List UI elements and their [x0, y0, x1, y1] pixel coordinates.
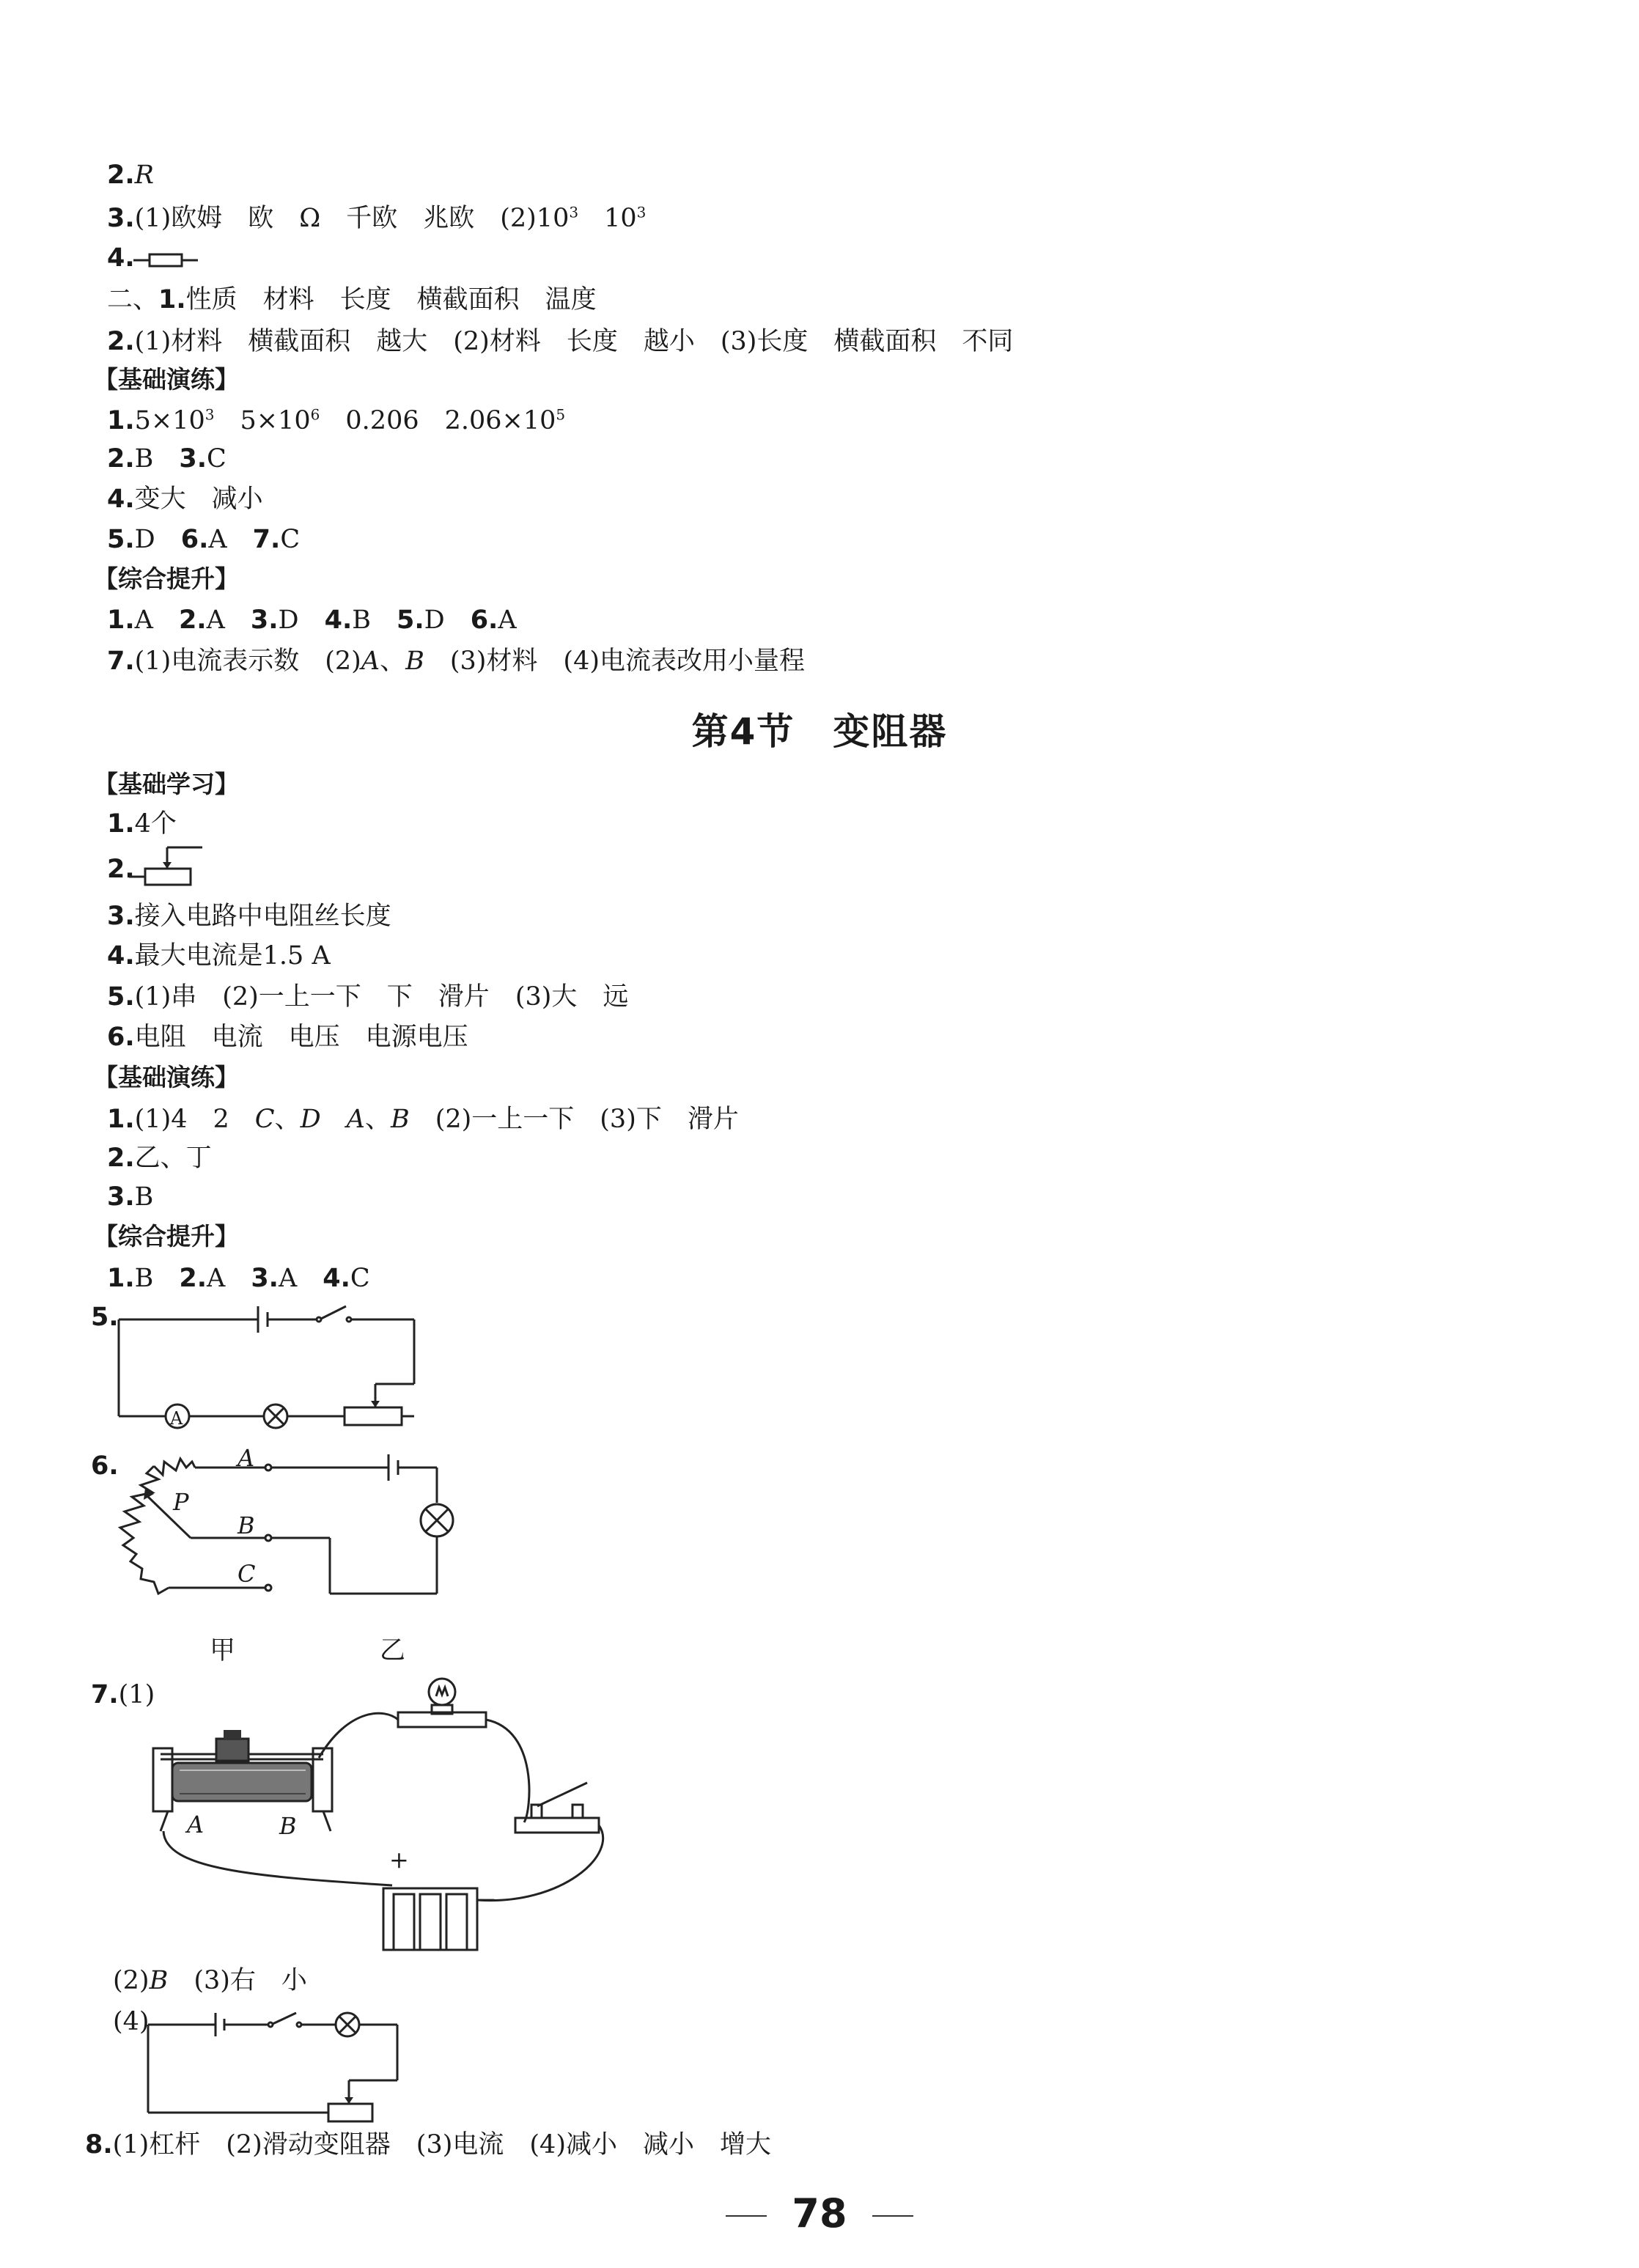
study-line-6: 6.电阻 电流 电压 电源电压	[107, 1023, 468, 1052]
svg-text:A: A	[237, 1444, 255, 1472]
drill2-line-3: 3.B	[107, 1182, 154, 1212]
heading-zonghe-tisheng: 【综合提升】	[94, 564, 239, 593]
svg-text:P: P	[173, 1488, 189, 1516]
svg-text:A: A	[187, 1811, 205, 1838]
synth2-line-5: 5.	[91, 1303, 119, 1332]
synth2-line-7-2-3: (2)B (3)右 小	[113, 1966, 307, 1995]
svg-text:+: +	[389, 1846, 409, 1874]
synth2-line-7-4: (4)	[113, 2007, 150, 2036]
page-number-dash-right	[872, 2215, 913, 2217]
synth2-line-1: 1.B 2.A 3.A 4.C	[107, 1264, 370, 1293]
study-line-2: 2.	[107, 855, 135, 884]
answer-line-er-1: 二、1.性质 材料 长度 横截面积 温度	[107, 285, 597, 314]
answer-line-3: 3.(1)欧姆 欧 Ω 千欧 兆欧 $(2)10^3$ $10^3$	[107, 203, 647, 233]
page-number-dash-left	[726, 2215, 767, 2217]
answer-line-4: 4.	[107, 243, 135, 273]
page-number-value: 78	[792, 2190, 847, 2236]
rheostat-wiring-figure-q7	[150, 1679, 634, 1957]
figure-caption-yi: 乙	[380, 1636, 406, 1665]
answer-line-2: 2.R	[107, 161, 155, 190]
svg-text:A: A	[170, 1408, 183, 1429]
answer-line-er-2: 2.(1)材料 横截面积 越大 (2)材料 长度 越小 (3)长度 横截面积 不同	[107, 327, 1014, 356]
study-line-5: 5.(1)串 (2)一上一下 下 滑片 (3)大 远	[107, 982, 629, 1012]
synth2-line-6: 6.	[91, 1451, 119, 1481]
heading-jichu-xuexi: 【基础学习】	[94, 770, 239, 798]
study-line-1: 1.4个	[107, 809, 177, 839]
resistor-symbol-icon	[133, 251, 199, 269]
section-title: 第4节 变阻器	[691, 710, 948, 753]
synth-line-1: 1.A 2.A 3.D 4.B 5.D 6.A	[107, 605, 517, 635]
drill-line-2: 2.B 3.C	[107, 444, 226, 474]
drill-line-5: 5.D 6.A 7.C	[107, 525, 301, 554]
drill-line-4: 4.变大 减小	[107, 485, 263, 514]
page-number	[0, 2190, 1639, 2236]
synth2-line-7: 7.(1)	[91, 1680, 155, 1709]
synth-line-7: 7.(1)电流表示数 (2)A、B (3)材料 (4)电流表改用小量程	[107, 647, 806, 676]
heading-jichu-yanlian: 【基础演练】	[94, 365, 239, 394]
drill2-line-2: 2.乙、丁	[107, 1144, 212, 1173]
drill-line-1: $1.5\times 10^3$ $5\times 10^6$ 0.206 $2.06\times 10^5$	[107, 405, 566, 435]
svg-text:C: C	[237, 1560, 256, 1588]
figure-caption-jia: 甲	[210, 1636, 236, 1665]
svg-text:B: B	[279, 1812, 297, 1840]
synth2-line-8: 8.(1)杠杆 (2)滑动变阻器 (3)电流 (4)减小 减小 增大	[85, 2130, 771, 2160]
heading-zonghe-tisheng-2: 【综合提升】	[94, 1222, 239, 1251]
circuit-diagram-q5	[117, 1297, 425, 1437]
drill2-line-1: 1.(1)4 2 C、D A、B (2)一上一下 (3)下 滑片	[107, 1105, 739, 1134]
rheostat-symbol-icon	[129, 844, 210, 888]
svg-text:−: −	[477, 1885, 497, 1913]
circuit-diagram-q7-4	[147, 2017, 410, 2127]
study-line-4: 4.最大电流是1.5 A	[107, 941, 331, 971]
heading-jichu-yanlian-2: 【基础演练】	[94, 1063, 239, 1091]
study-line-3: 3.接入电路中电阻丝长度	[107, 902, 391, 931]
svg-text:B: B	[237, 1512, 255, 1539]
rheostat-figure-q6	[110, 1444, 462, 1605]
